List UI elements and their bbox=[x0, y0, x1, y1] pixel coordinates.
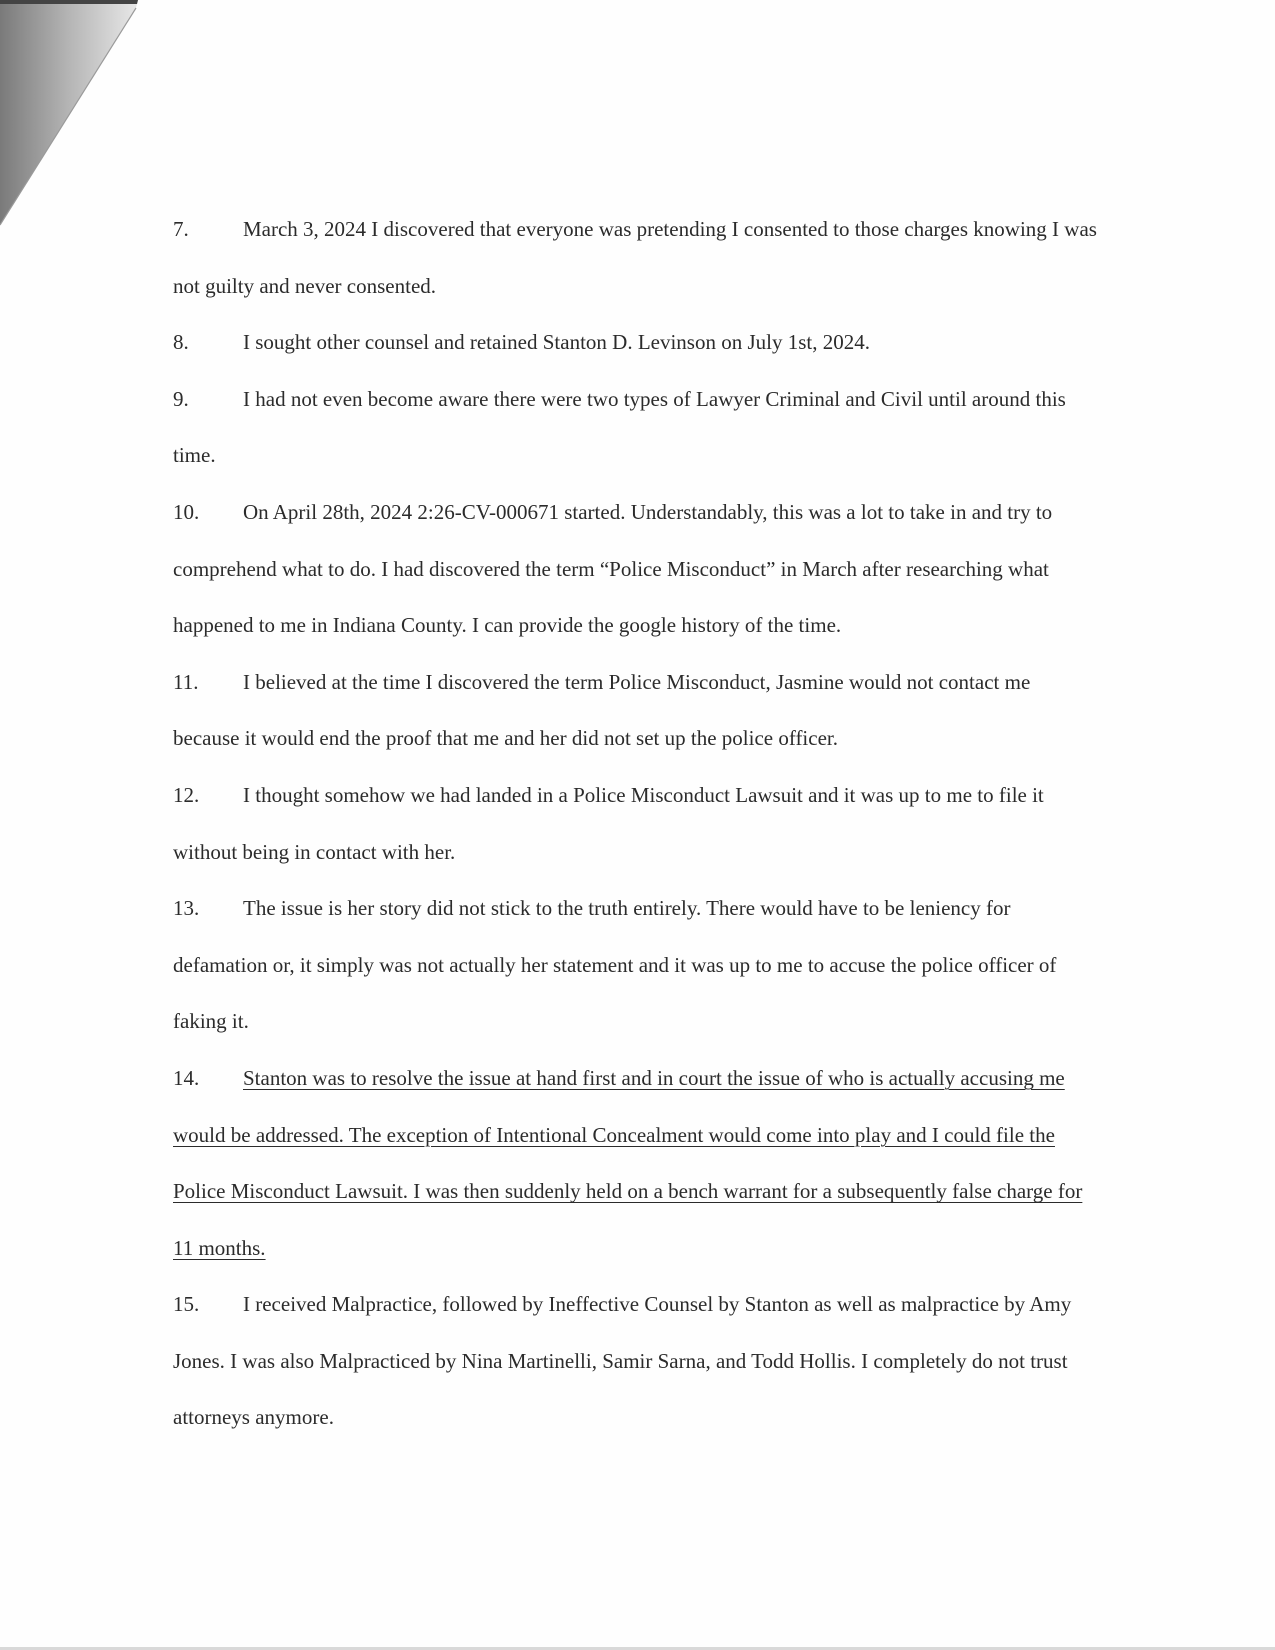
paragraph-number: 10. bbox=[173, 499, 200, 524]
paragraph-number: 8. bbox=[173, 330, 189, 355]
paragraph-text: I believed at the time I discovered the term Police Misconduct, Jasmine would not contact me because it would end the proof that me and her did not set up the police officer. bbox=[173, 669, 1031, 751]
paragraph-text: I had not even become aware there were two types of Lawyer Criminal and Civil until around this time. bbox=[173, 386, 1066, 468]
paragraph-number: 11. bbox=[173, 669, 199, 694]
paragraph-text: On April 28th, 2024 2:26-CV-000671 started. Understandably, this was a lot to take in and try to comprehend what to do. I had discovered the term “Police Misconduct” in March after researching what happened to me in Indiana County. I can provide the google history of the time. bbox=[173, 499, 1053, 638]
paragraph-text: I sought other counsel and retained Stanton D. Levinson on July 1st, 2024. bbox=[243, 330, 870, 355]
paragraph-15 bbox=[173, 1276, 1098, 1446]
paragraph-number: 12. bbox=[173, 782, 200, 807]
paragraph-11 bbox=[173, 654, 1098, 767]
paragraph-number: 7. bbox=[173, 217, 189, 241]
paragraph-8 bbox=[173, 314, 1098, 371]
paragraph-number: 13. bbox=[173, 896, 200, 921]
paragraph-9 bbox=[173, 371, 1098, 484]
paragraph-text-underlined: Stanton was to resolve the issue at hand first and in court the issue of who is actually accusing me would be addressed. The exception of Intentional Concealment would come into play and I could file the Police Misconduct Lawsuit. I was then suddenly held on a bench warrant for a subsequently false charge for 11 months. bbox=[173, 1065, 1083, 1260]
paragraph-text: March 3, 2024 I discovered that everyone was pretending I consented to those charges knowing I was not guilty and never consented. bbox=[173, 217, 1097, 298]
paragraph-7 bbox=[173, 201, 1098, 314]
paragraph-text: I thought somehow we had landed in a Police Misconduct Lawsuit and it was up to me to file it without being in contact with her. bbox=[173, 782, 1044, 864]
paragraph-number: 9. bbox=[173, 386, 189, 411]
paragraph-number: 14. bbox=[173, 1065, 200, 1090]
paragraph-10 bbox=[173, 484, 1098, 654]
paragraph-12 bbox=[173, 767, 1098, 880]
paragraph-text: I received Malpractice, followed by Ineffective Counsel by Stanton as well as malpractice by Amy Jones. I was also Malpracticed by Nina Martinelli, Samir Sarna, and Todd Hollis. I completely do not trust attorneys anymore. bbox=[173, 1292, 1072, 1430]
paragraph-14 bbox=[173, 1050, 1098, 1276]
paragraph-number: 15. bbox=[173, 1292, 200, 1317]
paragraph-13 bbox=[173, 880, 1098, 1050]
paragraph-text: The issue is her story did not stick to the truth entirely. There would have to be leniency for defamation or, it simply was not actually her statement and it was up to me to accuse the police officer of faking it. bbox=[173, 896, 1057, 1034]
document-body bbox=[173, 201, 1098, 1446]
scan-corner-shadow bbox=[0, 0, 150, 230]
